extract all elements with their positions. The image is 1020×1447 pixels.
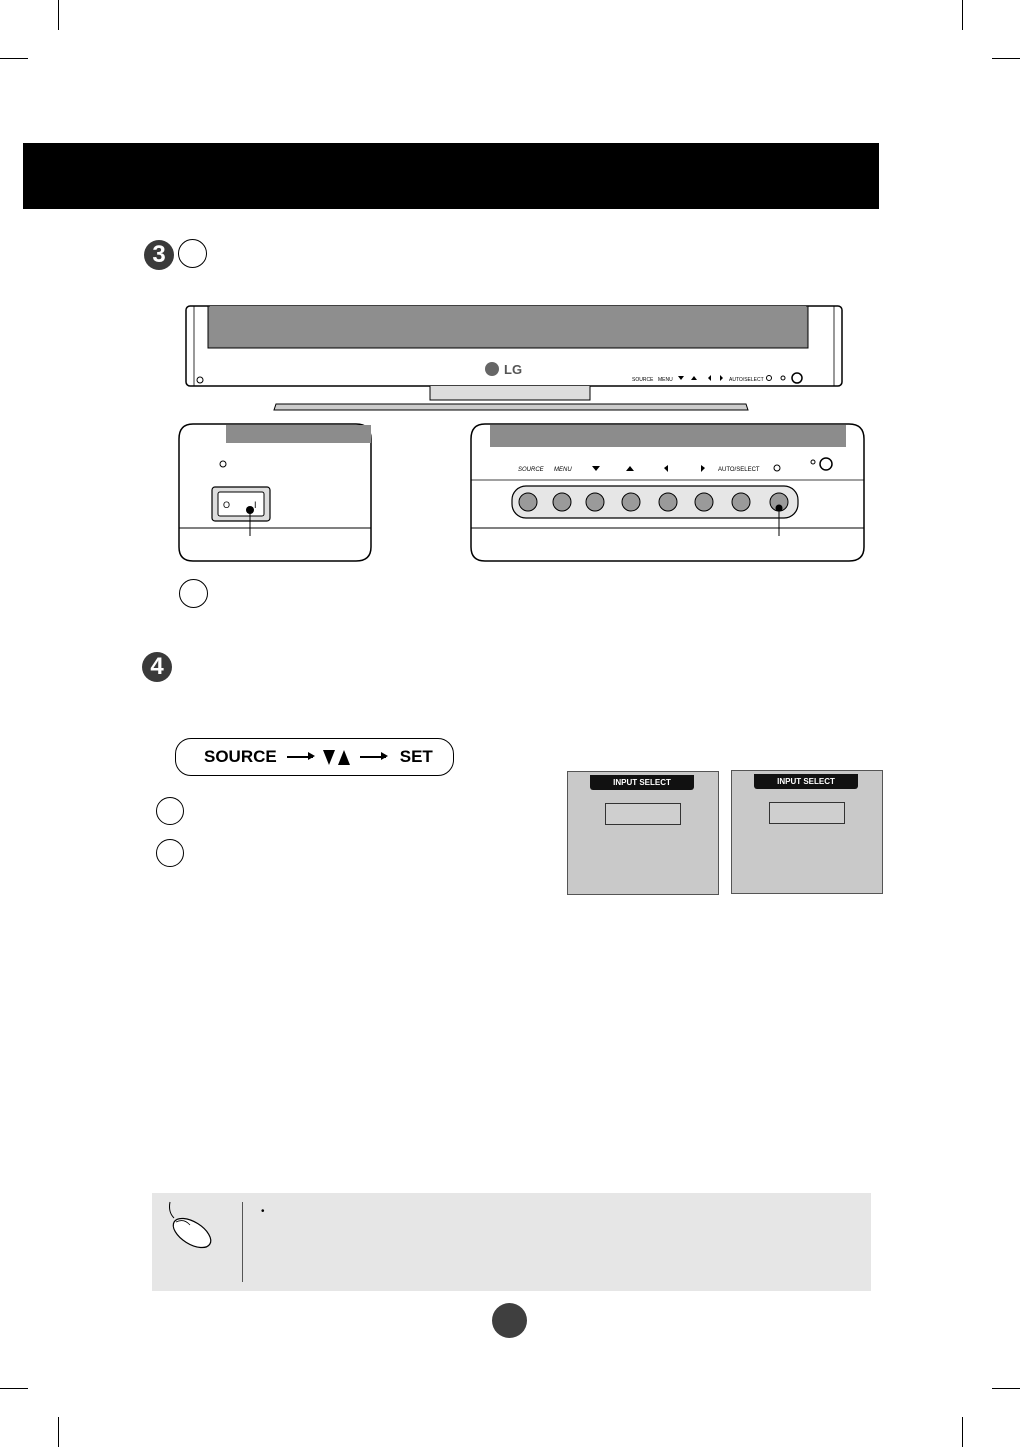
input-select-osd-right — [731, 770, 883, 894]
osd-field — [769, 802, 845, 824]
step-4-number: 4 — [142, 652, 172, 682]
down-up-arrows-icon — [323, 750, 350, 765]
mouse-note-icon — [160, 1198, 220, 1254]
arrow-icon — [360, 756, 386, 758]
panel-label-menu: MENU — [554, 467, 572, 473]
front-label-source: SOURCE — [632, 377, 654, 383]
step-4-sub-circle-b — [156, 839, 184, 867]
sequence-set: SET — [399, 747, 433, 766]
panel-label-auto-select: AUTO/SELECT — [718, 467, 760, 473]
crop-mark — [992, 1388, 1020, 1389]
input-select-osd-left — [567, 771, 719, 895]
note-divider — [242, 1202, 243, 1282]
step-3-number: 3 — [144, 240, 174, 270]
crop-mark — [962, 0, 963, 30]
osd-title: INPUT SELECT — [590, 775, 694, 790]
monitor-illustration — [180, 300, 850, 420]
crop-mark — [0, 58, 28, 59]
osd-title: INPUT SELECT — [754, 774, 858, 789]
crop-mark — [58, 1417, 59, 1447]
crop-mark — [992, 58, 1020, 59]
note-bullet: • — [261, 1206, 265, 1217]
source-sequence — [175, 738, 454, 776]
header-bar — [23, 143, 879, 209]
crop-mark — [58, 0, 59, 30]
page-number-badge — [492, 1303, 527, 1338]
sequence-source: SOURCE — [204, 747, 277, 766]
note-box — [152, 1193, 871, 1291]
osd-field — [605, 803, 681, 825]
crop-mark — [962, 1417, 963, 1447]
step-3-sub-circle — [178, 239, 207, 268]
panel-label-source: SOURCE — [518, 467, 544, 473]
switch-off-symbol: O — [223, 500, 231, 510]
control-buttons-detail — [470, 423, 866, 563]
step-4-sub-circle-a — [156, 797, 184, 825]
front-label-menu: MENU — [658, 377, 673, 383]
crop-mark — [0, 1388, 28, 1389]
front-label-auto-select: AUTO/SELECT — [729, 377, 764, 383]
arrow-icon — [287, 756, 313, 758]
lg-logo: LG — [504, 362, 523, 377]
switch-on-symbol: I — [254, 500, 257, 510]
step-3-note-circle — [179, 579, 208, 608]
power-switch-detail — [178, 423, 373, 563]
